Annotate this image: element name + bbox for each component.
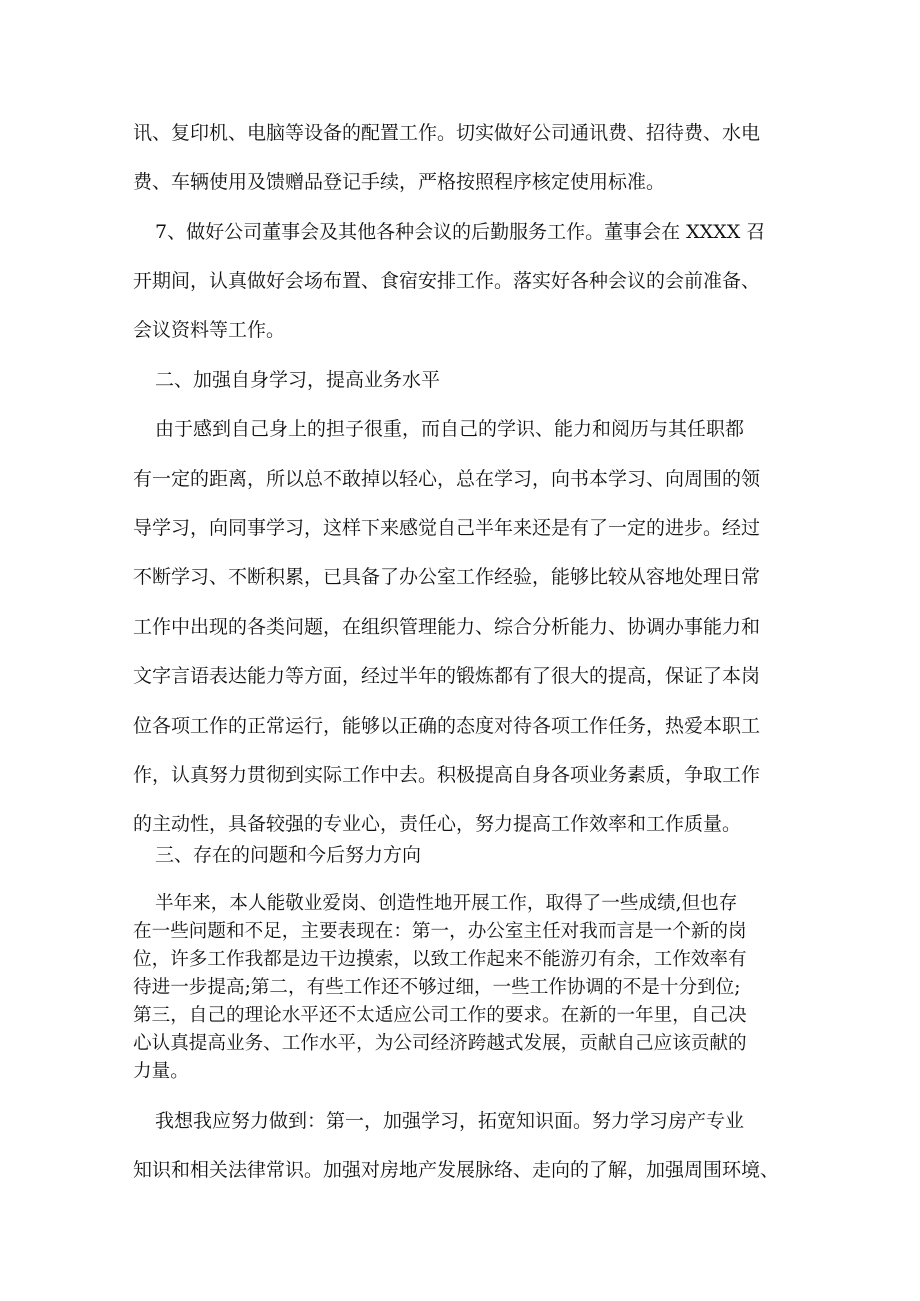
paragraph-line: 工作中出现的各类问题，在组织管理能力、综合分析能力、协调办事能力和 xyxy=(133,616,761,638)
paragraph-line: 在一些问题和不足，主要表现在：第一，办公室主任对我而言是一个新的岗 xyxy=(133,921,747,942)
paragraph-line: 半年来，本人能敬业爱岗、创造性地开展工作，取得了一些成绩,但也存 xyxy=(155,893,738,914)
paragraph-line: 会议资料等工作。 xyxy=(133,319,286,341)
paragraph-line: 由于感到自己身上的担子很重，而自己的学识、能力和阅历与其任职都 xyxy=(155,418,745,440)
paragraph-line: 的主动性，具备较强的专业心，责任心，努力提高工作效率和工作质量。 xyxy=(133,813,742,835)
paragraph-line: 费、车辆使用及馈赠品登记手续，严格按照程序核定使用标准。 xyxy=(133,171,666,193)
paragraph-line: 第三，自己的理论水平还不太适应公司工作的要求。在新的一年里，自己决 xyxy=(133,1005,747,1026)
paragraph-line: 不断学习、不断积累，已具备了办公室工作经验，能够比较从容地处理日常 xyxy=(133,566,761,588)
paragraph-line: 力量。 xyxy=(133,1061,189,1082)
paragraph-line: 位各项工作的正常运行，能够以正确的态度对待各项工作任务，热爱本职工 xyxy=(133,715,761,737)
paragraph-line: 知识和相关法律常识。加强对房地产发展脉络、走向的了解，加强周围环境、 xyxy=(133,1159,780,1181)
paragraph-line: 我想我应努力做到：第一，加强学习，拓宽知识面。努力学习房产专业 xyxy=(155,1110,745,1132)
paragraph-line: 有一定的距离，所以总不敢掉以轻心，总在学习，向书本学习、向周围的领 xyxy=(133,468,761,490)
paragraph-line: 作，认真努力贯彻到实际工作中去。积极提高自身各项业务素质，争取工作 xyxy=(133,764,761,786)
section-heading: 二、加强自身学习，提高业务水平 xyxy=(155,369,441,391)
paragraph-line: 心认真提高业务、工作水平，为公司经济跨越式发展，贡献自己应该贡献的 xyxy=(133,1033,747,1054)
paragraph-line: 导学习，向同事学习，这样下来感觉自己半年来还是有了一定的进步。经过 xyxy=(133,517,761,539)
paragraph-line: 开期间，认真做好会场布置、食宿安排工作。落实好各种会议的会前准备、 xyxy=(133,270,761,292)
paragraph-line: 讯、复印机、电脑等设备的配置工作。切实做好公司通讯费、招待费、水电 xyxy=(133,122,761,144)
paragraph-line: 7、做好公司董事会及其他各种会议的后勤服务工作。董事会在 XXXX 召 xyxy=(155,221,766,243)
paragraph-line: 待进一步提高;第二，有些工作还不够过细，一些工作协调的不是十分到位; xyxy=(133,977,741,998)
section-heading: 三、存在的问题和今后努力方向 xyxy=(155,844,422,866)
paragraph-line: 位，许多工作我都是边干边摸索，以致工作起来不能游刃有余，工作效率有 xyxy=(133,949,747,970)
paragraph-line: 文字言语表达能力等方面，经过半年的锻炼都有了很大的提高，保证了本岗 xyxy=(133,665,761,687)
